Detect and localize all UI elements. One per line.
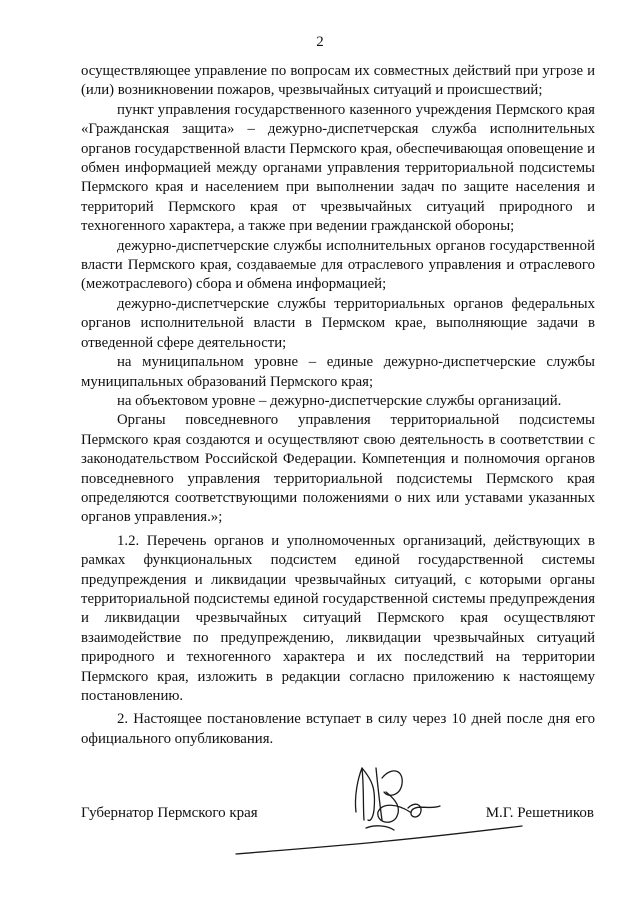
paragraph-federal-dispatch: дежурно-диспетчерские службы территориальных органов федеральных органов исполнительной власти в Пермском крае, выполняющие задачи в отведенной сфере деятельности; [81, 295, 595, 351]
paragraph-object-level: на объектовом уровне – дежурно-диспетчерские службы организаций. [117, 392, 562, 409]
paragraph-item-2: 2. Настоящее постановление вступает в силу через 10 дней после дня его официального опубликования. [81, 711, 595, 747]
document-body [81, 62, 595, 749]
paragraph-municipal-level: на муниципальном уровне – единые дежурно-диспетчерские службы муниципальных образований Пермского края; [81, 354, 595, 390]
signatory-name: М.Г. Решетников [485, 805, 594, 821]
page-number: 2 [316, 34, 324, 50]
signatory-position: Губернатор Пермского края [81, 805, 258, 821]
handwritten-signature [226, 748, 526, 866]
paragraph-item-1-2: 1.2. Перечень органов и уполномоченных организаций, действующих в рамках функциональных подсистем единой государственной системы предупреждения и ликвидации чрезвычайных ситуаций, с которыми органы территориальной подсистемы единой государственной системы предупреждения и ликвидации чрезвычайных ситуаций Пермского края осуществляют взаимодействие по предупреждению, ликвидации чрезвычайных ситуаций природного и техногенного характера и их последствий на территории Пермского края, изложить в редакции согласно приложению к настоящему постановлению. [81, 532, 595, 704]
paragraph-continuation: осуществляющее управление по вопросам их совместных действий при угрозе и (или) возникновении пожаров, чрезвычайных ситуаций и происшествий; [81, 63, 595, 99]
paragraph-regional-dispatch: дежурно-диспетчерские службы исполнительных органов государственной власти Пермского края, создаваемые для отраслевого управления и отраслевого (межотраслевого) сбора и обмена информацией; [81, 237, 595, 293]
paragraph-civil-defense-point: пункт управления государственного казенного учреждения Пермского края «Гражданская защита» – дежурно-диспетчерская служба исполнительных органов государственной власти Пермского края, обеспечивающая оповещение и обмен информацией между органами управления территориальной подсистемы Пермского края и населением при выполнении задач по защите населения и территорий Пермского края от чрезвычайных ситуаций природного и техногенного характера, а также при ведении гражданской обороны; [81, 101, 595, 235]
paragraph-governing-bodies: Органы повседневного управления территориальной подсистемы Пермского края создаются и осуществляют свою деятельность в соответствии с законодательством Российской Федерации. Компетенция и полномочия органов повседневного управления территориальной подсистемы Пермского края определяются соответствующими положениями о них или уставами указанных органов управления.»; [81, 412, 595, 526]
